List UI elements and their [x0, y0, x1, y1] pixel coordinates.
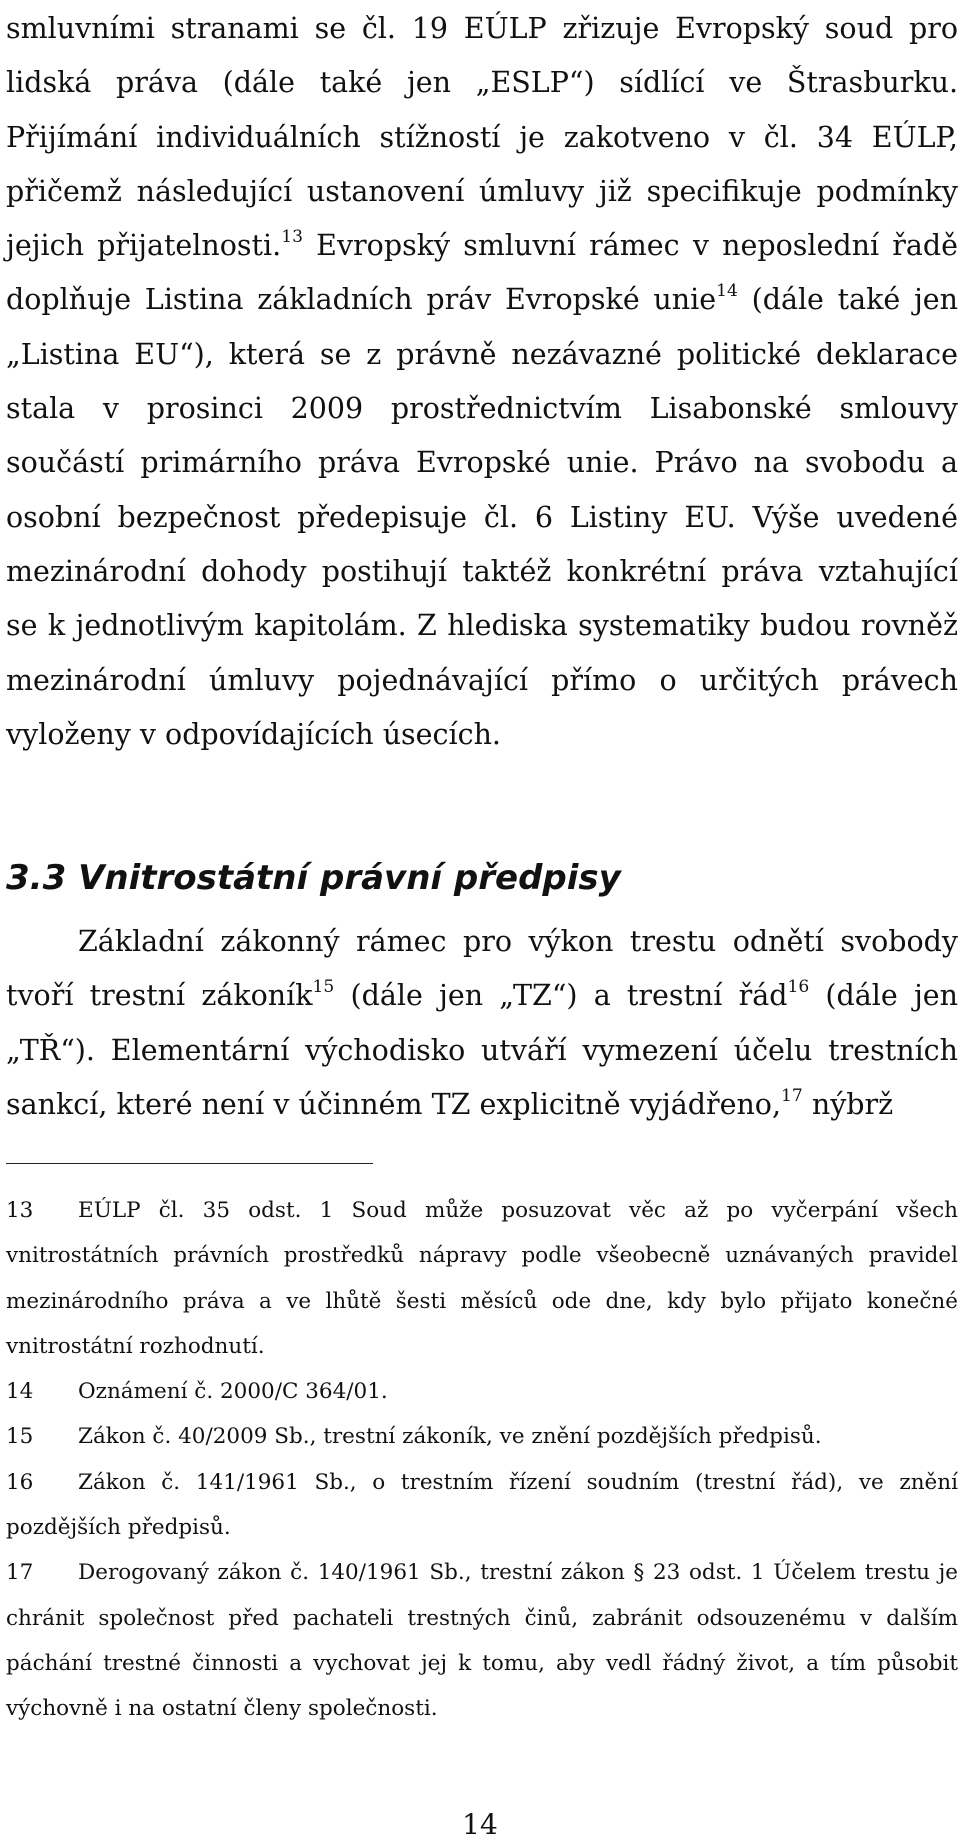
section-heading: 3.3 Vnitrostátní právní předpisy	[6, 858, 621, 898]
footnote-14	[6, 1369, 958, 1414]
footnote-15	[6, 1414, 958, 1459]
paragraph-1-text-b: Evropský smluvní rámec v neposlední řadě doplňuje Listina základních práv Evropské unie	[6, 229, 958, 317]
footnote-number: 14	[6, 1379, 34, 1405]
footnote-13	[6, 1188, 958, 1369]
footnotes	[6, 1188, 958, 1732]
paragraph-2-text-c: (dále jen „TŘ“). Elementární východisko utváří vymezení účelu trestních sankcí, které není v účinném TZ explicitně vyjádřeno,	[6, 979, 959, 1121]
paragraph-2-text-b: (dále jen „TZ“) a trestní řád	[334, 979, 788, 1013]
footnote-number: 17	[6, 1560, 34, 1586]
footnote-ref-15[interactable]: 15	[312, 977, 335, 998]
paragraph-1-text-c: (dále také jen „Listina EU“), která se z právně nezávazné politické deklarace stala v prosinci 2009 prostřednictvím Lisabonské smlouvy součástí primárního práva Evropské unie. Právo na svobodu a osobní bezpečnost předepisuje čl. 6 Listiny EU. Výše uvedené mezinárodní dohody postihují taktéž konkrétní práva vztahující se k jednotlivým kapitolám. Z hlediska systematiky budou rovněž mezinárodní úmluvy pojednávající přímo o určitých právech vyloženy v odpovídajících úsecích.	[6, 283, 959, 751]
footnote-separator	[6, 1163, 373, 1164]
footnote-ref-14[interactable]: 14	[716, 281, 738, 302]
footnote-16	[6, 1460, 958, 1551]
footnote-number: 16	[6, 1469, 34, 1495]
body-paragraph-1	[6, 2, 958, 762]
footnote-text: Derogovaný zákon č. 140/1961 Sb., trestní zákon § 23 odst. 1 Účelem trestu je chránit společnost před pachateli trestných činů, zabránit odsouzenému v dalším páchání trestné činnosti a vychovat jej k tomu, aby vedl řádný život, a tím působit výchovně i na ostatní členy společnosti.	[6, 1560, 958, 1722]
footnote-text: Oznámení č. 2000/C 364/01.	[78, 1379, 388, 1405]
paragraph-2-text-d: nýbrž	[802, 1087, 894, 1121]
footnote-number: 15	[6, 1424, 34, 1450]
footnote-text: EÚLP čl. 35 odst. 1 Soud může posuzovat věc až po vyčerpání všech vnitrostátních právních prostředků nápravy podle všeobecně uznávaných pravidel mezinárodního práva a ve lhůtě šesti měsíců ode dne, kdy bylo přijato konečné vnitrostátní rozhodnutí.	[6, 1198, 958, 1359]
footnote-text: Zákon č. 40/2009 Sb., trestní zákoník, ve znění pozdějších předpisů.	[78, 1424, 822, 1450]
footnote-ref-17[interactable]: 17	[781, 1086, 803, 1107]
body-paragraph-2	[6, 915, 958, 1132]
paragraph-1-text-a: smluvními stranami se čl. 19 EÚLP zřizuje Evropský soud pro lidská práva (dále také jen „ESLP“) sídlící ve Štrasburku. Přijímání individuálních stížností je zakotveno v čl. 34 EÚLP, přičemž následující ustanovení úmluvy již specifikuje podmínky jejich přijatelnosti.	[6, 12, 958, 263]
footnote-ref-13[interactable]: 13	[281, 227, 303, 248]
footnote-17	[6, 1550, 958, 1731]
paragraph-2-text-a: Základní zákonný rámec pro výkon trestu odnětí svobody tvoří trestní zákoník	[6, 925, 958, 1013]
footnote-ref-16[interactable]: 16	[787, 977, 810, 998]
footnote-text: Zákon č. 141/1961 Sb., o trestním řízení soudním (trestní řád), ve znění pozdějších předpisů.	[6, 1469, 958, 1541]
page-number: 14	[462, 1808, 498, 1841]
footnote-number: 13	[6, 1198, 34, 1223]
